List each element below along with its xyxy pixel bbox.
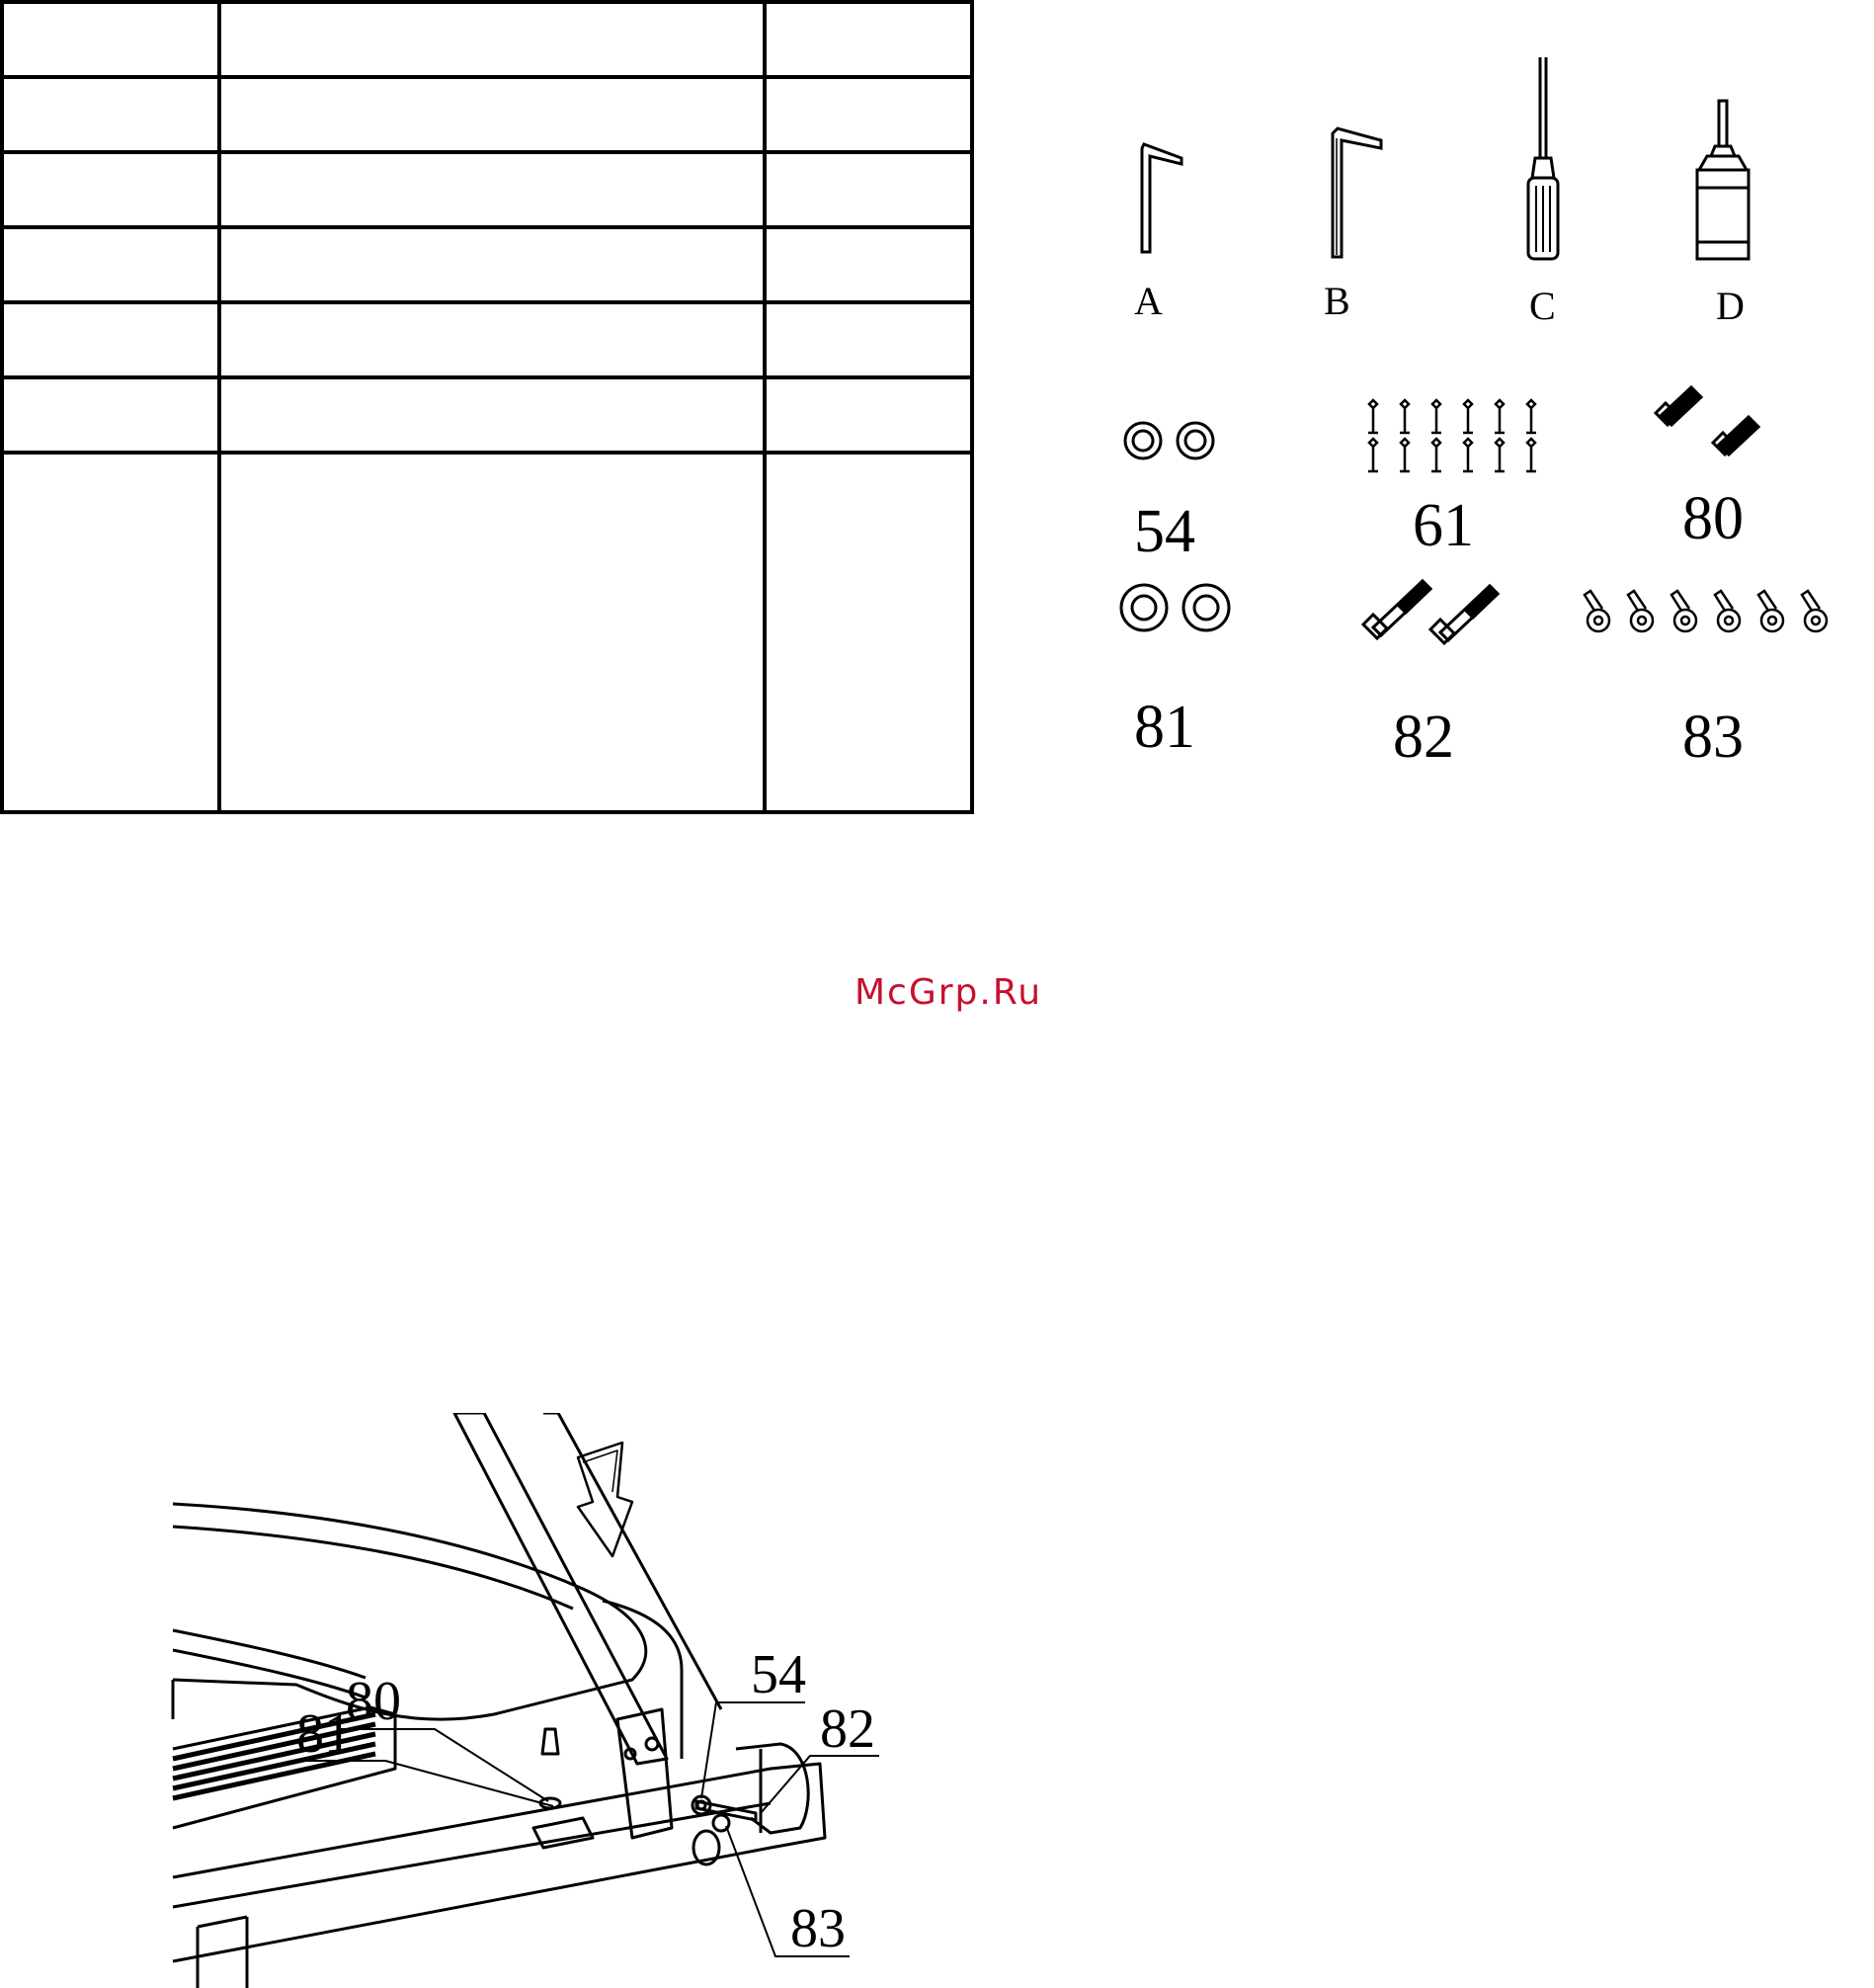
assembly-diagram	[168, 1413, 938, 1988]
tool-label-c: C	[1529, 284, 1556, 328]
bolt-long-icon	[1363, 581, 1498, 643]
part-label-61: 61	[1413, 492, 1474, 559]
callout-80: 80	[346, 1671, 401, 1732]
hex-key-large-icon	[1333, 128, 1381, 257]
bolt-short-icon	[1656, 387, 1758, 455]
table-cell	[2, 453, 219, 812]
table-row	[2, 227, 972, 302]
part-label-81: 81	[1134, 694, 1195, 761]
table-cell	[765, 302, 972, 377]
callout-81: 81	[296, 1703, 352, 1765]
table-cell	[2, 2, 219, 77]
table-row	[2, 152, 972, 227]
table-cell	[765, 2, 972, 77]
table-row	[2, 77, 972, 152]
tool-label-b: B	[1324, 279, 1350, 323]
table-cell	[219, 77, 765, 152]
callout-83: 83	[790, 1898, 846, 1959]
table-cell	[765, 453, 972, 812]
table-row	[2, 2, 972, 77]
oil-bottle-icon	[1697, 101, 1749, 259]
screwdriver-icon	[1528, 57, 1558, 259]
table-cell	[219, 227, 765, 302]
table-row	[2, 302, 972, 377]
screw-icon	[1368, 400, 1536, 471]
table-cell	[219, 302, 765, 377]
part-label-83: 83	[1682, 704, 1744, 771]
table-cell	[2, 377, 219, 453]
hardware-figure	[1087, 40, 1837, 790]
tool-label-d: D	[1716, 284, 1745, 328]
table-cell	[2, 152, 219, 227]
table-cell	[765, 377, 972, 453]
tool-label-a: A	[1134, 279, 1163, 323]
table-cell	[765, 227, 972, 302]
table-row	[2, 453, 972, 812]
washer-large-icon	[1121, 585, 1229, 630]
table-cell	[765, 77, 972, 152]
washer-small-icon	[1125, 423, 1213, 458]
table-cell	[2, 77, 219, 152]
table-row	[2, 377, 972, 453]
callout-82: 82	[820, 1698, 875, 1760]
table-cell	[2, 302, 219, 377]
callout-54: 54	[751, 1644, 806, 1705]
table-cell	[2, 227, 219, 302]
table-cell	[765, 152, 972, 227]
table-cell	[219, 152, 765, 227]
part-label-82: 82	[1393, 704, 1454, 771]
table-cell	[219, 453, 765, 812]
watermark: McGrp.Ru	[854, 972, 1043, 1013]
part-label-54: 54	[1134, 498, 1195, 565]
table-cell	[219, 377, 765, 453]
hex-key-small-icon	[1142, 144, 1181, 252]
table-cell	[219, 2, 765, 77]
parts-table	[0, 0, 974, 814]
flat-head-bolt-icon	[1585, 591, 1827, 631]
part-label-80: 80	[1682, 485, 1744, 552]
